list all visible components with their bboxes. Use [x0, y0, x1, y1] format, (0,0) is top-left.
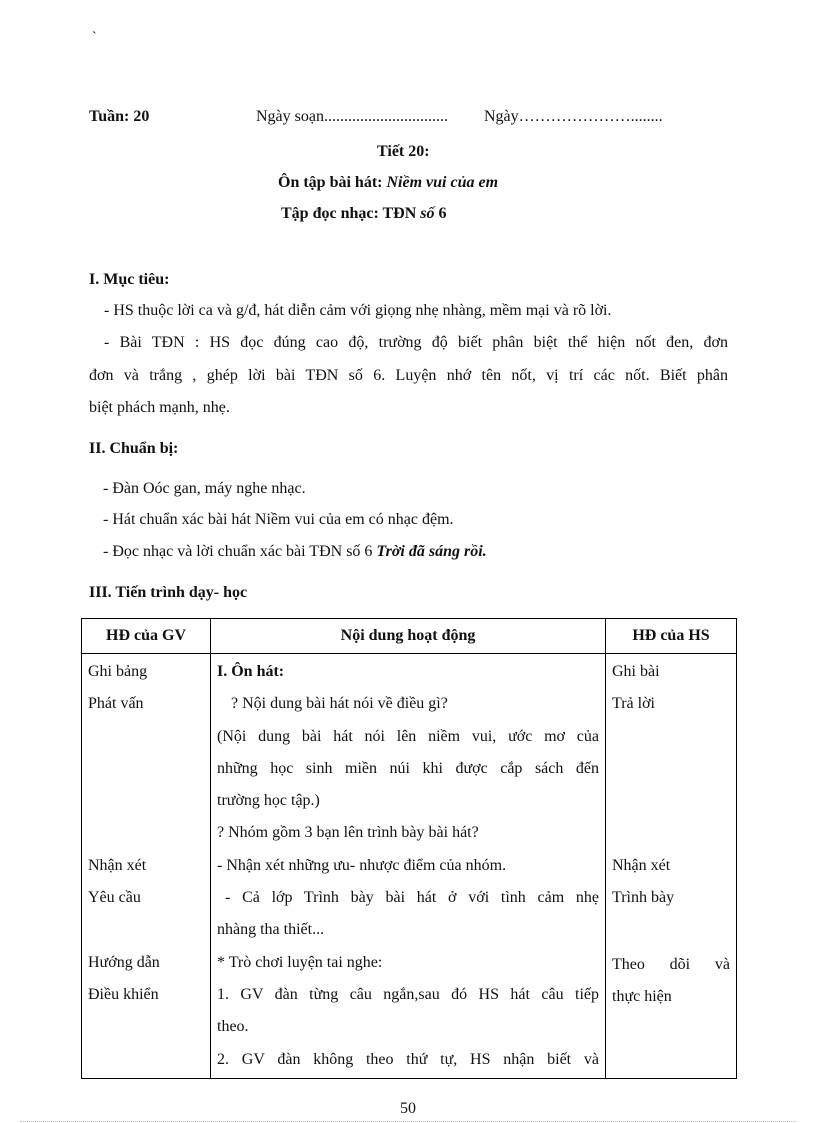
prep-date: Ngày soạn...............................	[256, 108, 448, 125]
hs-line: Trả lời	[612, 695, 655, 713]
reading-num-italic: số	[420, 205, 435, 222]
hs-line: Nhận xét	[612, 856, 671, 874]
hs-line: Theo dõi và	[612, 955, 730, 973]
gv-line	[88, 785, 204, 817]
gv-column	[82, 654, 211, 1079]
page-number: 50	[400, 1100, 416, 1117]
objective-line-2: - Bài TĐN : HS đọc đúng cao độ, trường độ biết phân biệt thể hiện nốt đen, đơn	[104, 334, 728, 351]
hs-column	[606, 654, 737, 1079]
preparation-item-3-text: - Đọc nhạc và lời chuẩn xác bài TĐN số 6	[103, 543, 377, 560]
gv-line	[88, 914, 204, 946]
hs-line	[612, 817, 730, 849]
content-line: theo.	[217, 1018, 249, 1036]
hs-line: Ghi bài	[612, 663, 660, 680]
preparation-item-1: - Đàn Oóc gan, máy nghe nhạc.	[103, 480, 306, 497]
content-line: trường học tập.)	[217, 792, 320, 810]
table-header-row	[82, 619, 737, 654]
gv-line	[88, 1044, 204, 1076]
hs-line	[612, 721, 730, 753]
hs-line	[612, 1046, 730, 1078]
preparation-item-2: - Hát chuẩn xác bài hát Niềm vui của em có nhạc đệm.	[103, 511, 454, 528]
review-prefix: Ôn tập bài hát:	[278, 174, 387, 191]
hs-line	[612, 914, 730, 946]
reading-title	[281, 205, 447, 223]
content-line: - Cả lớp Trình bày bài hát ở với tình cảm nhẹ	[225, 889, 599, 907]
content-line: nhàng tha thiết...	[217, 921, 325, 939]
content-line: I. Ôn hát:	[217, 663, 285, 680]
content-line: ? Nội dung bài hát nói về điều gì?	[231, 695, 448, 713]
review-title	[278, 174, 498, 192]
gv-line	[88, 817, 204, 849]
header-hs: HĐ của HS	[606, 619, 737, 654]
reading-prefix: Tập đọc nhạc: TĐN	[281, 205, 421, 222]
content-line: những học sinh miền núi khi được cắp sách đến	[217, 759, 599, 777]
gv-line	[88, 753, 204, 785]
objective-line-4: biệt phách mạnh, nhẹ.	[89, 399, 230, 416]
gv-line: Nhận xét	[88, 856, 147, 874]
header-content: Nội dung hoạt động	[211, 619, 606, 654]
lesson-plan-table	[81, 618, 737, 1079]
hs-line: thực hiện	[612, 987, 672, 1005]
gv-line: Phát vấn	[88, 695, 144, 713]
hs-line: Trình bày	[612, 889, 675, 907]
preparation-item-3-song: Trời đã sáng rồi.	[376, 543, 487, 560]
gv-line	[88, 721, 204, 753]
gv-line	[88, 1011, 204, 1043]
table-row	[82, 654, 737, 1079]
content-line: - Nhận xét những ưu- nhược điểm của nhóm.	[217, 856, 507, 874]
process-heading: III. Tiến trình dạy- học	[89, 584, 248, 601]
hs-line	[612, 785, 730, 817]
stray-mark: `	[92, 30, 97, 45]
lesson-title: Tiết 20:	[377, 143, 430, 160]
footer-divider	[20, 1121, 796, 1122]
content-line: 1. GV đàn từng câu ngắn,sau đó HS hát câu tiếp	[217, 985, 599, 1003]
teach-date: Ngày…………………........	[484, 108, 663, 125]
preparation-item-3	[103, 543, 487, 561]
preparation-heading: II. Chuẩn bị:	[89, 440, 179, 457]
objectives-heading: I. Mục tiêu:	[89, 271, 170, 288]
hs-line	[612, 753, 730, 785]
content-line: (Nội dung bài hát nói lên niềm vui, ước mơ của	[217, 727, 599, 745]
objective-line-1: - HS thuộc lời ca và g/đ, hát diễn cảm với giọng nhẹ nhàng, mềm mại và rõ lời.	[104, 302, 612, 319]
content-line: ? Nhóm gồm 3 bạn lên trình bày bài hát?	[217, 824, 479, 842]
gv-line: Yêu cầu	[88, 889, 141, 907]
objective-line-3: đơn và trắng , ghép lời bài TĐN số 6. Luyện nhớ tên nốt, vị trí các nốt. Biết phân	[89, 367, 728, 384]
reading-num: 6	[434, 205, 447, 222]
content-line: * Trò chơi luyện tai nghe:	[217, 953, 383, 971]
gv-line: Ghi bảng	[88, 663, 148, 680]
content-line: 2. GV đàn không theo thứ tự, HS nhận biết và	[217, 1050, 599, 1068]
gv-line: Điều khiển	[88, 985, 159, 1003]
hs-line	[612, 1013, 730, 1045]
content-column	[211, 654, 606, 1079]
week-label: Tuần: 20	[89, 108, 150, 125]
gv-line: Hướng dẫn	[88, 953, 160, 971]
header-gv: HĐ của GV	[82, 619, 211, 654]
review-song: Niềm vui của em	[386, 174, 499, 191]
